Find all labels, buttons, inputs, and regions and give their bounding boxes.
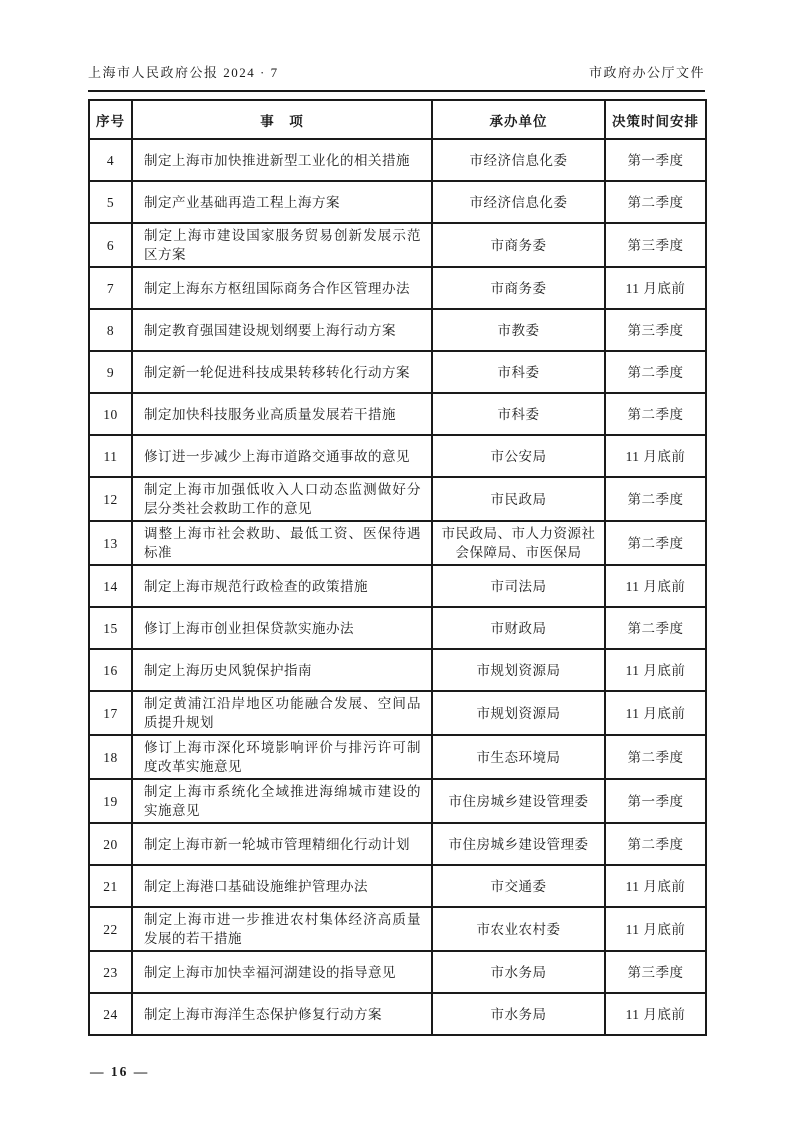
row-handling-unit: 市交通委: [432, 865, 605, 907]
row-serial-number: 20: [89, 823, 132, 865]
row-decision-time: 第一季度: [605, 779, 706, 823]
table-row: [89, 477, 706, 521]
table-row: [89, 607, 706, 649]
row-decision-time: 第二季度: [605, 477, 706, 521]
row-decision-time: 11 月底前: [605, 565, 706, 607]
row-handling-unit: 市公安局: [432, 435, 605, 477]
table-row: [89, 139, 706, 181]
row-serial-number: 14: [89, 565, 132, 607]
row-serial-number: 11: [89, 435, 132, 477]
row-decision-time: 第三季度: [605, 223, 706, 267]
row-serial-number: 12: [89, 477, 132, 521]
row-handling-unit: 市农业农村委: [432, 907, 605, 951]
col-header-no: 序号: [89, 100, 132, 139]
row-serial-number: 8: [89, 309, 132, 351]
table-row: [89, 565, 706, 607]
row-decision-time: 11 月底前: [605, 907, 706, 951]
document-source: 市政府办公厅文件: [588, 65, 705, 80]
row-handling-unit: 市商务委: [432, 267, 605, 309]
row-item-text: 制定上海市进一步推进农村集体经济高质量发展的若干措施: [132, 907, 432, 951]
row-handling-unit: 市经济信息化委: [432, 139, 605, 181]
row-decision-time: 11 月底前: [605, 267, 706, 309]
row-item-text: 制定黄浦江沿岸地区功能融合发展、空间品质提升规划: [132, 691, 432, 735]
row-serial-number: 21: [89, 865, 132, 907]
row-decision-time: 11 月底前: [605, 435, 706, 477]
row-item-text: 制定上海东方枢纽国际商务合作区管理办法: [132, 267, 432, 309]
row-decision-time: 11 月底前: [605, 649, 706, 691]
row-serial-number: 5: [89, 181, 132, 223]
table-row: [89, 865, 706, 907]
row-item-text: 制定产业基础再造工程上海方案: [132, 181, 432, 223]
masthead-rule: [88, 90, 705, 92]
row-handling-unit: 市科委: [432, 393, 605, 435]
row-item-text: 修订进一步减少上海市道路交通事故的意见: [132, 435, 432, 477]
row-serial-number: 6: [89, 223, 132, 267]
table-row: [89, 351, 706, 393]
row-serial-number: 23: [89, 951, 132, 993]
table-row: [89, 907, 706, 951]
row-serial-number: 17: [89, 691, 132, 735]
row-decision-time: 第二季度: [605, 521, 706, 565]
gazette-title: 上海市人民政府公报 2024 · 7: [88, 65, 279, 80]
table-body: [89, 139, 706, 1035]
table-row: [89, 521, 706, 565]
row-decision-time: 11 月底前: [605, 865, 706, 907]
table-row: [89, 951, 706, 993]
row-handling-unit: 市经济信息化委: [432, 181, 605, 223]
row-item-text: 制定上海市建设国家服务贸易创新发展示范区方案: [132, 223, 432, 267]
row-handling-unit: 市财政局: [432, 607, 605, 649]
row-serial-number: 22: [89, 907, 132, 951]
row-handling-unit: 市住房城乡建设管理委: [432, 779, 605, 823]
row-item-text: 制定上海市海洋生态保护修复行动方案: [132, 993, 432, 1035]
row-serial-number: 7: [89, 267, 132, 309]
row-item-text: 制定新一轮促进科技成果转移转化行动方案: [132, 351, 432, 393]
row-serial-number: 24: [89, 993, 132, 1035]
row-handling-unit: 市民政局: [432, 477, 605, 521]
row-item-text: 制定上海港口基础设施维护管理办法: [132, 865, 432, 907]
row-handling-unit: 市生态环境局: [432, 735, 605, 779]
row-handling-unit: 市司法局: [432, 565, 605, 607]
table-row: [89, 393, 706, 435]
decision-items-table: [88, 99, 707, 1036]
row-item-text: 制定上海市系统化全域推进海绵城市建设的实施意见: [132, 779, 432, 823]
row-serial-number: 18: [89, 735, 132, 779]
row-serial-number: 15: [89, 607, 132, 649]
row-decision-time: 11 月底前: [605, 691, 706, 735]
row-handling-unit: 市教委: [432, 309, 605, 351]
table-row: [89, 779, 706, 823]
row-decision-time: 第二季度: [605, 735, 706, 779]
table-row: [89, 435, 706, 477]
row-decision-time: 第二季度: [605, 181, 706, 223]
col-header-item: 事 项: [132, 100, 432, 139]
row-item-text: 制定上海市规范行政检查的政策措施: [132, 565, 432, 607]
row-serial-number: 9: [89, 351, 132, 393]
row-handling-unit: 市规划资源局: [432, 691, 605, 735]
row-decision-time: 第二季度: [605, 393, 706, 435]
row-item-text: 修订上海市深化环境影响评价与排污许可制度改革实施意见: [132, 735, 432, 779]
row-handling-unit: 市住房城乡建设管理委: [432, 823, 605, 865]
row-item-text: 调整上海市社会救助、最低工资、医保待遇标准: [132, 521, 432, 565]
gazette-page: [88, 0, 705, 1080]
table-header: [89, 100, 706, 139]
row-item-text: 制定上海市加强低收入人口动态监测做好分层分类社会救助工作的意见: [132, 477, 432, 521]
row-serial-number: 10: [89, 393, 132, 435]
page-number: — 16 —: [90, 1064, 150, 1079]
table-row: [89, 691, 706, 735]
row-decision-time: 第一季度: [605, 139, 706, 181]
table-row: [89, 823, 706, 865]
row-item-text: 修订上海市创业担保贷款实施办法: [132, 607, 432, 649]
row-handling-unit: 市民政局、市人力资源社会保障局、市医保局: [432, 521, 605, 565]
table-row: [89, 181, 706, 223]
table-row: [89, 649, 706, 691]
table-row: [89, 223, 706, 267]
row-serial-number: 4: [89, 139, 132, 181]
row-item-text: 制定上海历史风貌保护指南: [132, 649, 432, 691]
row-serial-number: 19: [89, 779, 132, 823]
masthead: [88, 62, 705, 81]
table-row: [89, 309, 706, 351]
row-handling-unit: 市科委: [432, 351, 605, 393]
table-header-row: [89, 100, 706, 139]
row-item-text: 制定上海市加快幸福河湖建设的指导意见: [132, 951, 432, 993]
row-serial-number: 16: [89, 649, 132, 691]
row-handling-unit: 市规划资源局: [432, 649, 605, 691]
table-row: [89, 993, 706, 1035]
table-row: [89, 267, 706, 309]
row-item-text: 制定教育强国建设规划纲要上海行动方案: [132, 309, 432, 351]
table-row: [89, 735, 706, 779]
row-decision-time: 第二季度: [605, 607, 706, 649]
row-item-text: 制定加快科技服务业高质量发展若干措施: [132, 393, 432, 435]
row-item-text: 制定上海市新一轮城市管理精细化行动计划: [132, 823, 432, 865]
col-header-time: 决策时间安排: [605, 100, 706, 139]
row-decision-time: 第三季度: [605, 309, 706, 351]
row-handling-unit: 市商务委: [432, 223, 605, 267]
row-serial-number: 13: [89, 521, 132, 565]
row-item-text: 制定上海市加快推进新型工业化的相关措施: [132, 139, 432, 181]
row-decision-time: 11 月底前: [605, 993, 706, 1035]
row-decision-time: 第二季度: [605, 823, 706, 865]
row-handling-unit: 市水务局: [432, 993, 605, 1035]
row-decision-time: 第二季度: [605, 351, 706, 393]
row-decision-time: 第三季度: [605, 951, 706, 993]
row-handling-unit: 市水务局: [432, 951, 605, 993]
col-header-unit: 承办单位: [432, 100, 605, 139]
